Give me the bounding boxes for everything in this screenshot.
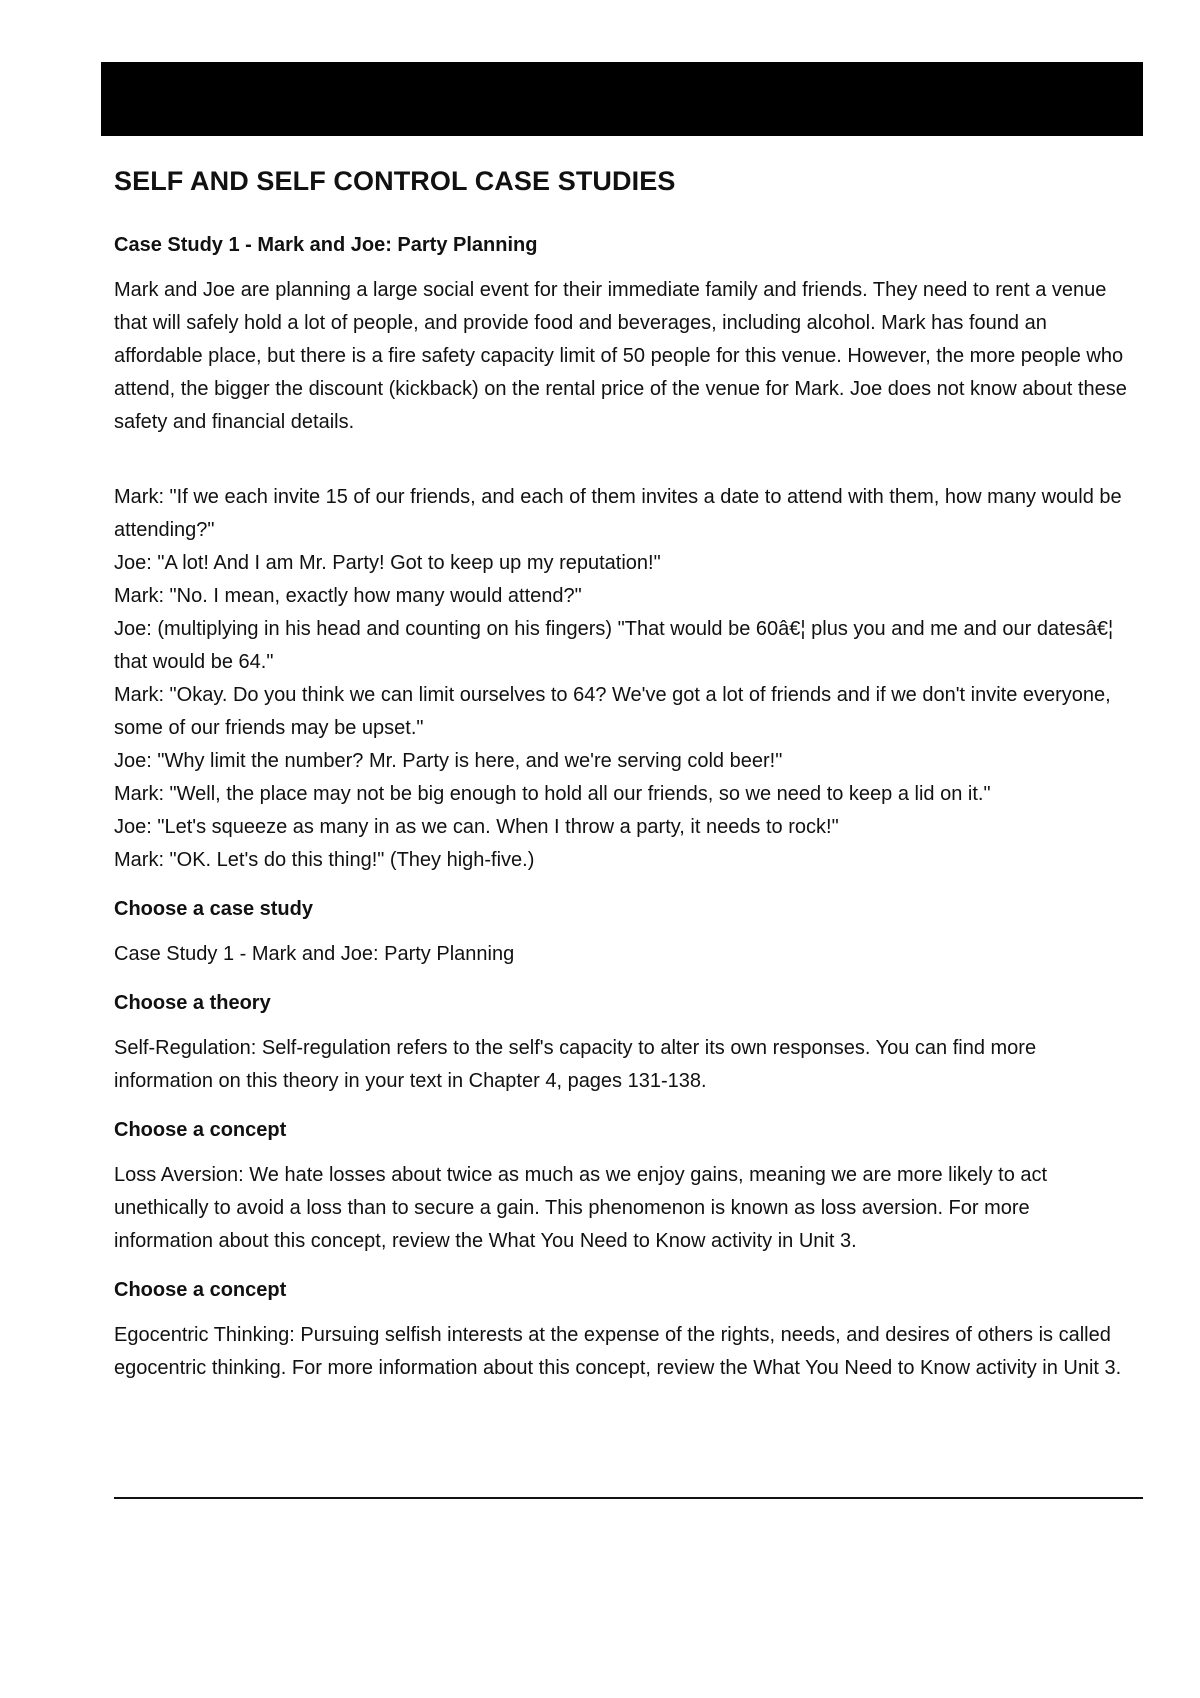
dialogue-line: Mark: "If we each invite 15 of our friends, and each of them invites a date to attend with them, how many would be attending?" [114, 486, 1122, 541]
section-heading-concept-1: Choose a concept [114, 1119, 287, 1141]
dialogue-block [114, 481, 1134, 877]
dialogue-line: Joe: (multiplying in his head and counting on his fingers) "That would be 60â€¦ plus you and me and our datesâ€¦ that would be 64." [114, 618, 1114, 673]
case-study-intro: Mark and Joe are planning a large social event for their immediate family and friends. They need to rent a venue that will safely hold a lot of people, and provide food and beverages, including alcohol. Mark has found an affordable place, but there is a fire safety capacity limit of 50 people for this venue. However, the more people who attend, the bigger the discount (kickback) on the rental price of the venue for Mark. Joe does not know about these safety and financial details. [114, 279, 1127, 433]
section-heading-case-study: Choose a case study [114, 898, 313, 920]
dialogue-line: Mark: "OK. Let's do this thing!" (They high-five.) [114, 849, 535, 871]
dialogue-line: Joe: "Why limit the number? Mr. Party is here, and we're serving cold beer!" [114, 750, 783, 772]
header-bar [101, 62, 1143, 136]
dialogue-line: Mark: "Okay. Do you think we can limit ourselves to 64? We've got a lot of friends and if we don't invite everyone, some of our friends may be upset." [114, 684, 1111, 739]
section-heading-theory: Choose a theory [114, 992, 271, 1014]
dialogue-line: Joe: "A lot! And I am Mr. Party! Got to keep up my reputation!" [114, 552, 661, 574]
footer-divider [114, 1497, 1143, 1499]
section-text-case-study: Case Study 1 - Mark and Joe: Party Planning [114, 943, 515, 965]
dialogue-line: Mark: "Well, the place may not be big enough to hold all our friends, so we need to keep a lid on it." [114, 783, 991, 805]
section-heading-concept-2: Choose a concept [114, 1279, 287, 1301]
section-text-theory: Self-Regulation: Self-regulation refers to the self's capacity to alter its own responses. You can find more information on this theory in your text in Chapter 4, pages 131-138. [114, 1037, 1037, 1092]
dialogue-line: Joe: "Let's squeeze as many in as we can. When I throw a party, it needs to rock!" [114, 816, 839, 838]
document-title: SELF AND SELF CONTROL CASE STUDIES [114, 166, 676, 196]
document-body [114, 160, 1134, 1402]
section-text-concept-2: Egocentric Thinking: Pursuing selfish interests at the expense of the rights, needs, and desires of others is called egocentric thinking. For more information about this concept, review the What You Need to Know activity in Unit 3. [114, 1324, 1122, 1379]
case-study-heading: Case Study 1 - Mark and Joe: Party Planning [114, 234, 538, 256]
dialogue-line: Mark: "No. I mean, exactly how many would attend?" [114, 585, 582, 607]
section-text-concept-1: Loss Aversion: We hate losses about twice as much as we enjoy gains, meaning we are more likely to act unethically to avoid a loss than to secure a gain. This phenomenon is known as loss aversion. For more information about this concept, review the What You Need to Know activity in Unit 3. [114, 1164, 1048, 1252]
